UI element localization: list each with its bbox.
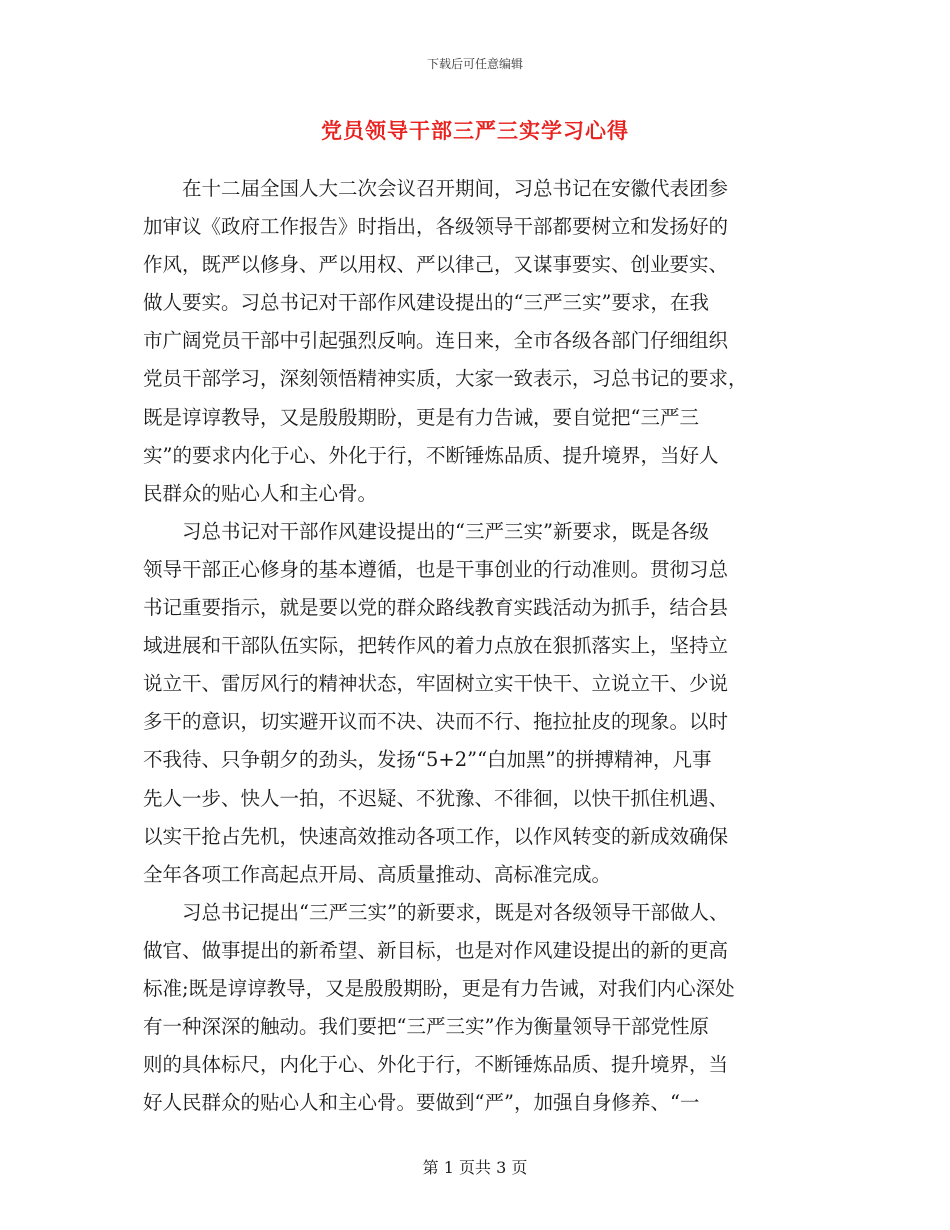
text-line: 民群众的贴心人和主心骨。: [143, 481, 378, 505]
text-line: 全年各项工作高起点开局、高质量推动、高标准完成。: [143, 862, 612, 886]
text-line: 党员干部学习，深刻领悟精神实质，大家一致表示，习总书记的要求，: [143, 367, 748, 391]
paragraph-3: [143, 894, 811, 1123]
text-line: 有一种深深的触动。我们要把“三严三实”作为衡量领导干部党性原: [143, 1015, 709, 1039]
text-line: 书记重要指示，就是要以党的群众路线教育实践活动为抓手，结合县: [143, 596, 729, 620]
text-line: 好人民群众的贴心人和主心骨。要做到“严”，加强自身修养、“一: [143, 1091, 700, 1115]
document-title: 党员领导干部三严三实学习心得: [321, 118, 629, 143]
paragraph-2: [143, 513, 811, 894]
page-header: 下载后可任意编辑: [426, 57, 523, 71]
paragraph-1: [143, 170, 811, 513]
text-line: 在十二届全国人大二次会议召开期间，习总书记在安徽代表团参: [182, 177, 729, 200]
text-line: 以实干抢占先机，快速高效推动各项工作，以作风转变的新成效确保: [143, 824, 729, 848]
text-line: 则的具体标尺，内化于心、外化于行，不断锤炼品质、提升境界，当: [143, 1053, 729, 1077]
text-line: 做官、做事提出的新希望、新目标，也是对作风建设提出的新的更高: [143, 938, 729, 962]
text-line: 领导干部正心修身的基本遵循，也是干事创业的行动准则。贯彻习总: [143, 557, 729, 581]
page-number: 第 1 页共 3 页: [422, 1158, 528, 1177]
text-line: 既是谆谆教导，又是殷殷期盼，更是有力告诫，要自觉把“三严三: [143, 405, 699, 429]
text-line: 说立干、雷厉风行的精神状态，牢固树立实干快干、立说立干、少说: [143, 672, 729, 696]
document-body: [143, 170, 811, 1122]
text-line: 市广阔党员干部中引起强烈反响。连日来，全市各级各部门仔细组织: [143, 329, 729, 353]
text-line: 加审议《政府工作报告》时指出，各级领导干部都要树立和发扬好的: [143, 215, 729, 239]
text-line: 实”的要求内化于心、外化于行，不断锤炼品质、提升境界，当好人: [143, 443, 719, 467]
text-line: 域进展和干部队伍实际，把转作风的着力点放在狠抓落实上，坚持立: [143, 634, 729, 658]
text-line: 多干的意识，切实避开议而不决、决而不行、拖拉扯皮的现象。以时: [143, 710, 729, 734]
text-line: 标准;既是谆谆教导，又是殷殷期盼，更是有力告诫，对我们内心深处: [143, 976, 735, 1000]
text-line: 做人要实。习总书记对干部作风建设提出的“三严三实”要求，在我: [143, 291, 709, 315]
text-line: 先人一步、快人一拍，不迟疑、不犹豫、不徘徊，以快干抓住机遇、: [143, 786, 729, 810]
text-line: 作风，既严以修身、严以用权、严以律己，又谋事要实、创业要实、: [143, 253, 729, 277]
text-line: 习总书记对干部作风建设提出的“三严三实”新要求，既是各级: [182, 519, 709, 543]
text-line: 习总书记提出“三严三实”的新要求，既是对各级领导干部做人、: [182, 900, 729, 924]
text-line: 不我待、只争朝夕的劲头，发扬“5+2”“白加黑”的拼搏精神，凡事: [143, 748, 712, 772]
